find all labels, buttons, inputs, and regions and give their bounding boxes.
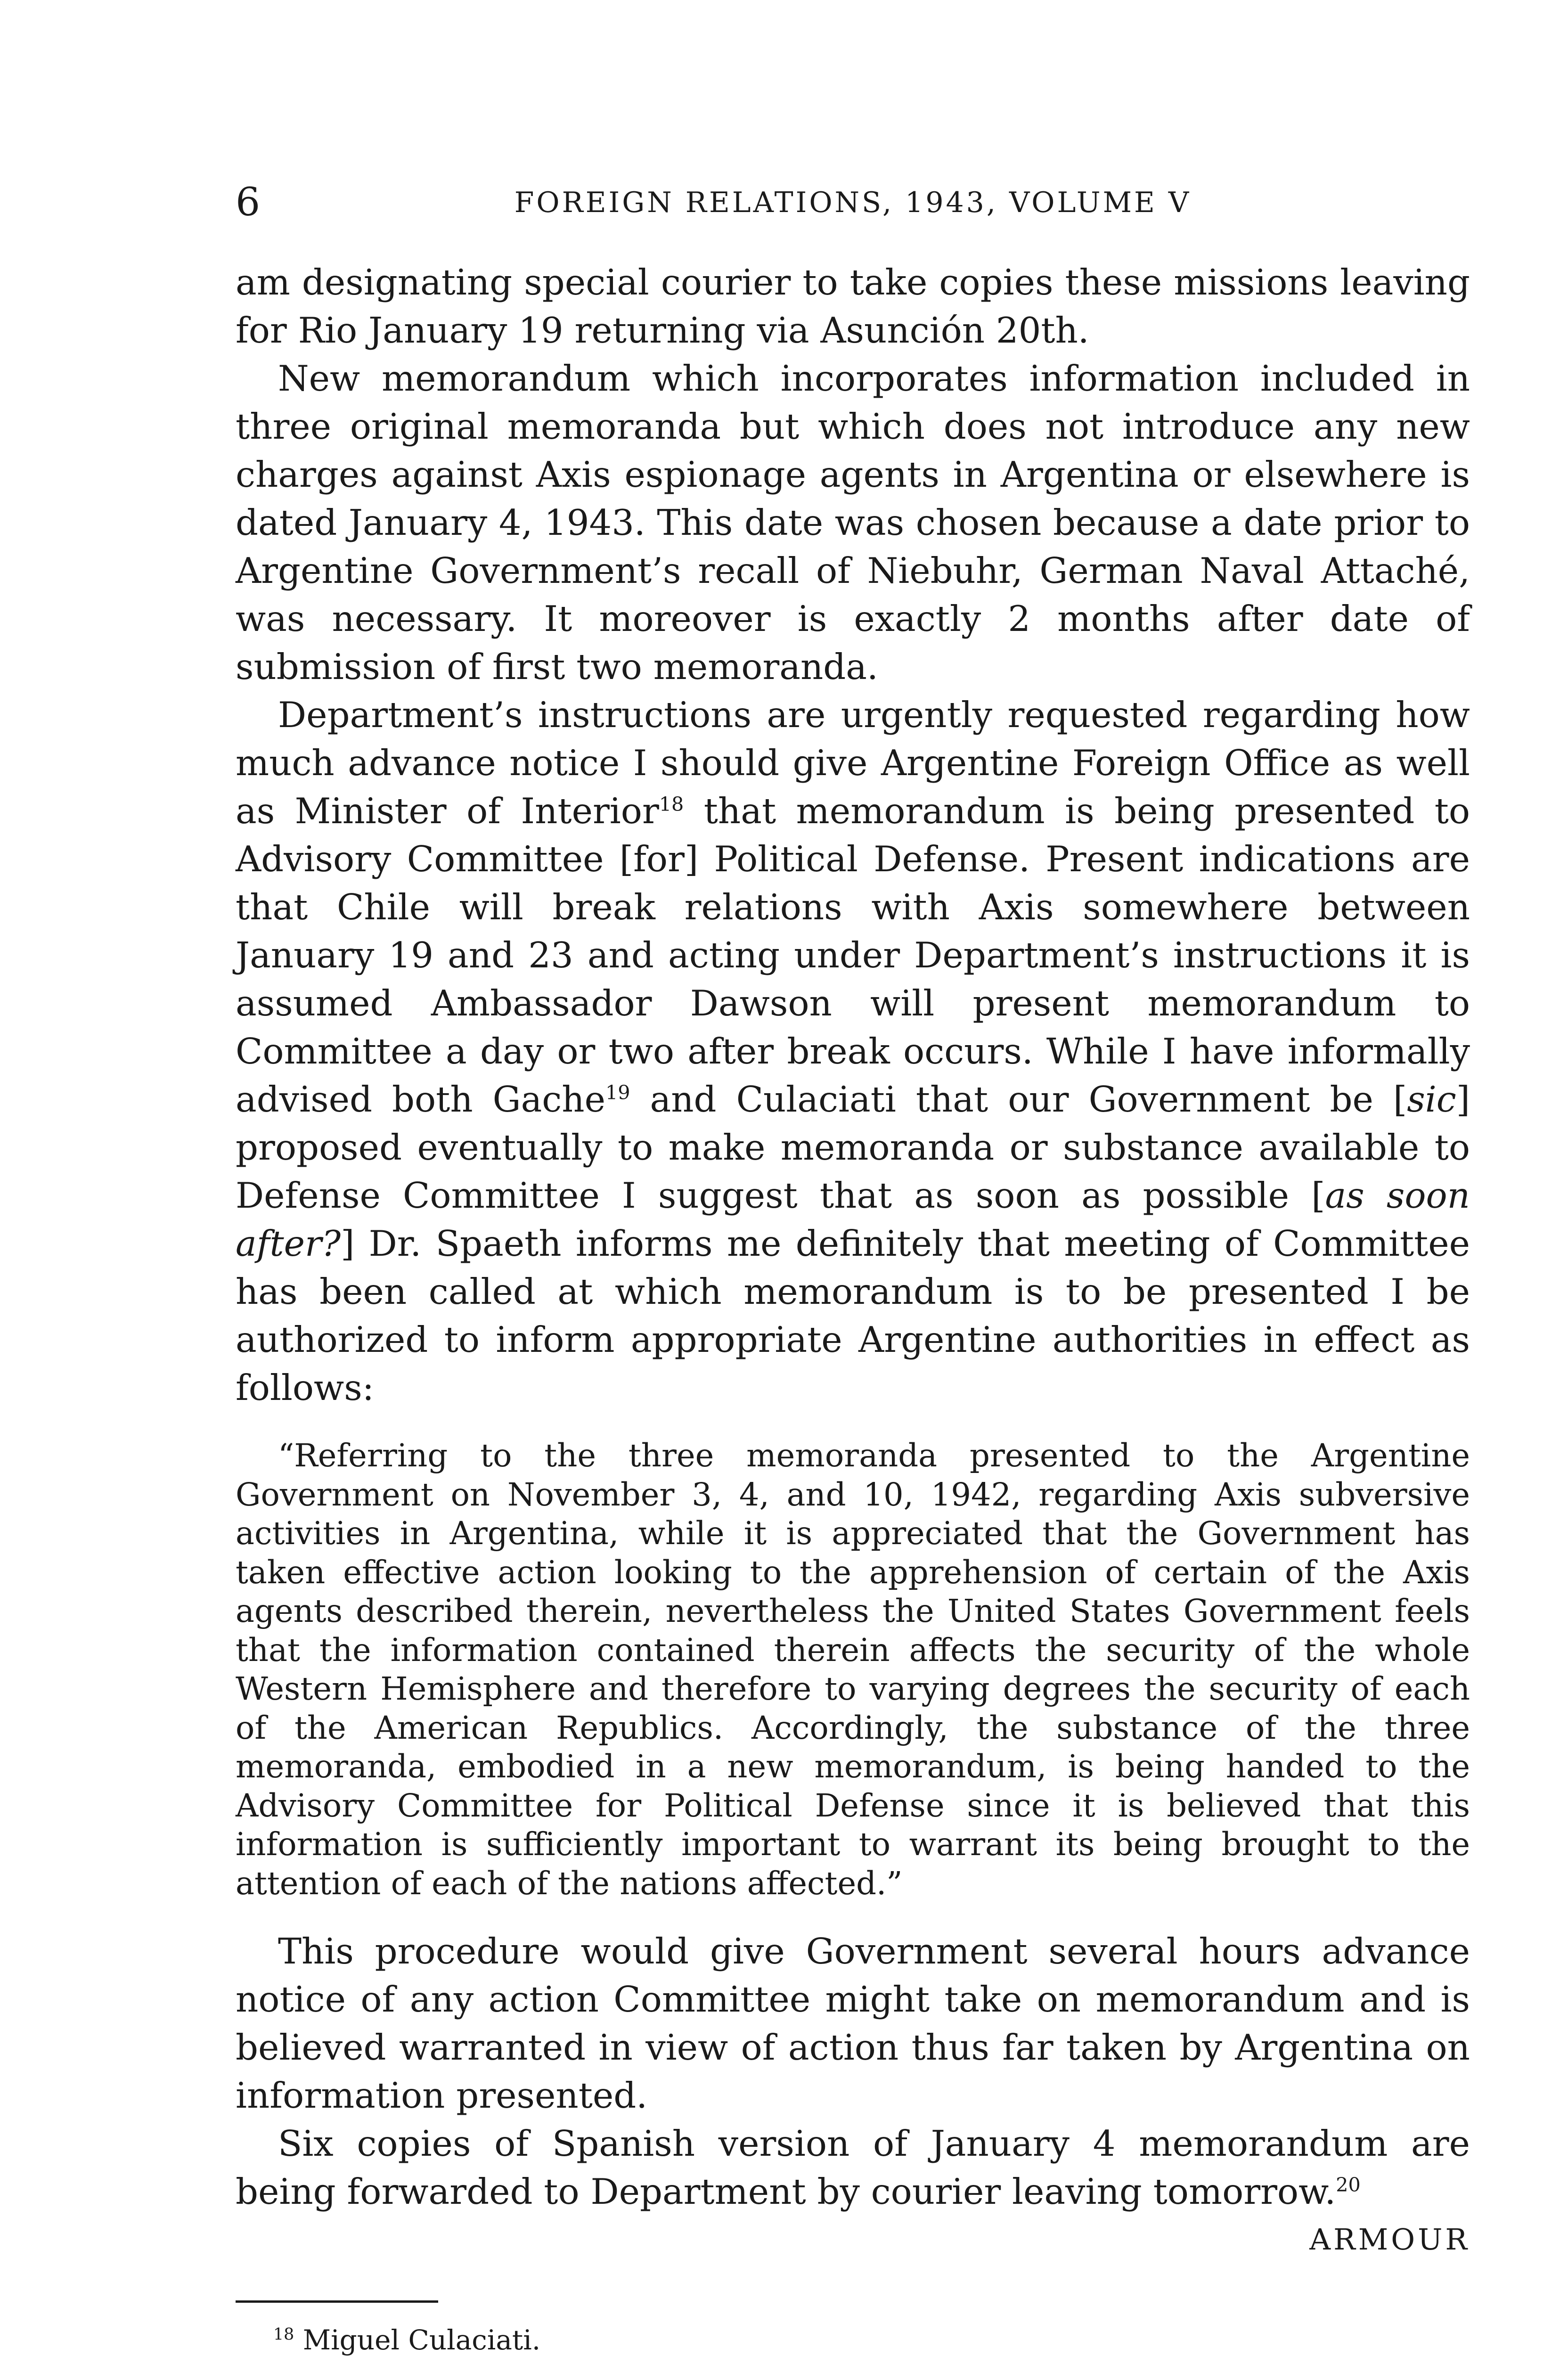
text-segment: ] Dr. Spaeth informs me definitely that meeting of Committee has been called at which memorandum is to be presented I be authorized to inform appropriate Argentine authorities in effect as follows: (236, 1223, 1470, 1408)
paragraph-procedure: This procedure would give Government several hours advance notice of any action Committee might take on memorandum and is believed warranted in view of action thus far taken by Argentina on information presented. (236, 1931, 1470, 2116)
document-body (236, 258, 1470, 2264)
footnote-ref-18: 18 (659, 793, 684, 816)
page-number: 6 (236, 180, 261, 225)
footnote-text: Miguel Culaciati. (302, 2324, 541, 2356)
paragraph-six-copies (236, 2119, 1470, 2216)
footnote-18 (236, 2323, 1470, 2356)
paragraph-continuation: am designating special courier to take copies these missions leaving for Rio January 19 returning via Asunción 20th. (236, 262, 1470, 351)
footnote-ref-19: 19 (605, 1081, 630, 1104)
editorial-insertion: as soon after? (236, 1175, 1470, 1264)
block-quote: “Referring to the three memoranda presented to the Argentine Government on November 3, 4, and 10, 1942, regarding Axis subversive activities in Argentina, while it is appreciated that the Government has taken effective action looking to the apprehension of certain of the Axis agents described therein, nevertheless the United States Government feels that the information contained therein affects the security of the whole Western Hemisphere and therefore to varying degrees the security of each of the American Republics. Accordingly, the substance of the three memoranda, embodied in a new memorandum, is being handed to the Advisory Committee for Political Defense since it is believed that this information is sufficiently important to warrant its being brought to the attention of each of the nations affected.” (236, 1437, 1470, 1902)
text-segment: Six copies of Spanish version of January 4 memorandum are being forwarded to Department by courier leaving tomorrow. (236, 2123, 1470, 2212)
running-title: FOREIGN RELATIONS, 1943, VOLUME V (514, 186, 1192, 219)
text-segment: Department’s instructions are urgently requested regarding how much advance notice I should give Argentine Foreign Office as well as Minister of Interior (236, 694, 1470, 832)
running-head (236, 179, 1470, 226)
editorial-sic: sic (1407, 1079, 1456, 1120)
text-segment: ] proposed eventually to make memoranda or substance available to Defense Committee I suggest that as soon as possible [ (236, 1079, 1470, 1216)
footnote-divider (236, 2300, 438, 2303)
paragraph-department-instructions (236, 691, 1470, 1412)
footnotes (236, 2323, 1470, 2356)
footnote-number: 18 (273, 2325, 294, 2344)
text-segment: that memorandum is being presented to Advisory Committee [for] Political Defense. Present indications are that Chile will break relations with Axis somewhere between January 19 and 23 and acting under Department’s instructions it is assumed Ambassador Dawson will present memorandum to Committee a day or two after break occurs. While I have informally advised both Gache (236, 790, 1470, 1120)
text-segment: and Culaciati that our Government be [ (630, 1079, 1407, 1120)
signature: ARMOUR (1309, 2222, 1470, 2257)
footnote-ref-20: 20 (1336, 2174, 1361, 2196)
paragraph-new-memorandum: New memorandum which incorporates information included in three original memoranda but which does not introduce any new charges against Axis espionage agents in Argentina or elsewhere is dated January 4, 1943. This date was chosen because a date prior to Argentine Government’s recall of Niebuhr, German Naval Attaché, was necessary. It moreover is exactly 2 months after date of submission of first two memoranda. (236, 358, 1470, 687)
